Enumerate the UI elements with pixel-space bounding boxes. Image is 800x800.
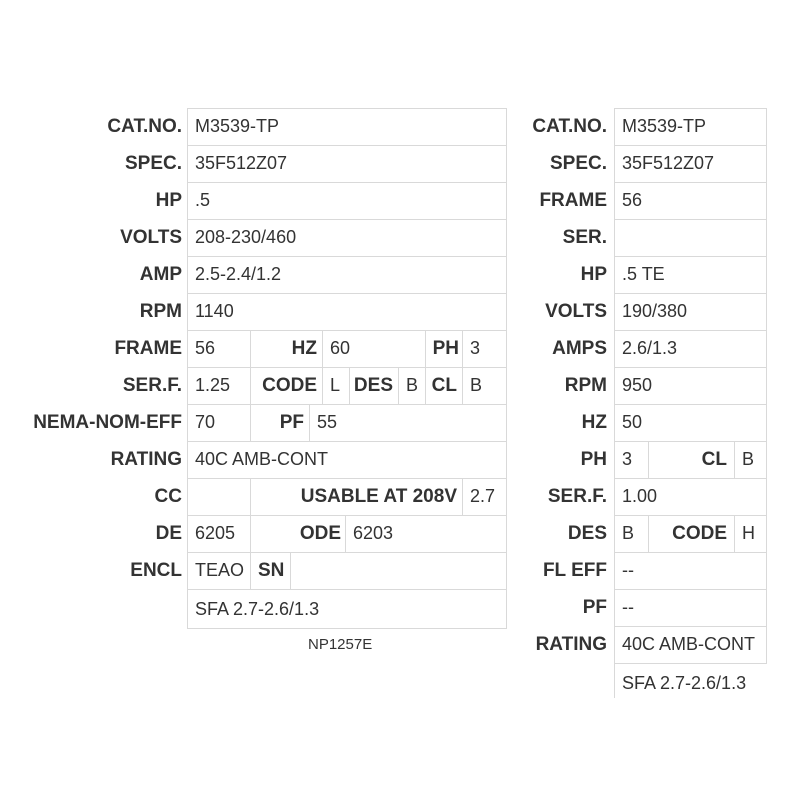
row-serf (0, 367, 520, 404)
nema-label: NEMA-NOM-EFF (33, 412, 182, 433)
frame-label: FRAME (539, 190, 607, 211)
cc-value (188, 478, 195, 515)
rpm-label: RPM (564, 375, 607, 396)
hp-value: .5 TE (622, 264, 665, 284)
ode-value: 6203 (353, 523, 394, 543)
spec-label: SPEC. (549, 153, 607, 174)
sfa-value: SFA 2.7-2.6/1.3 (622, 673, 747, 693)
row-rpm (0, 293, 520, 330)
row-frame (520, 182, 800, 219)
row-cat-no (0, 108, 520, 145)
ser-label: SER. (562, 227, 607, 248)
nameplate-left (0, 108, 520, 668)
row-ph (520, 441, 800, 478)
ph-label: PH (580, 449, 607, 470)
row-encl (0, 552, 520, 589)
sn-value (291, 552, 298, 589)
volts-label: VOLTS (120, 227, 182, 248)
row-spec (0, 145, 520, 182)
volts-label: VOLTS (545, 301, 607, 322)
pf-value: -- (622, 597, 634, 617)
volts-value: 208-230/460 (195, 227, 297, 247)
spec-value: 35F512Z07 (195, 153, 288, 173)
code-label: CODE (262, 375, 317, 396)
amps-value: 2.6/1.3 (622, 338, 678, 358)
row-volts (0, 219, 520, 256)
nameplate-right (520, 108, 800, 698)
hz-label: HZ (581, 412, 607, 433)
row-hp (0, 182, 520, 219)
ode-label: ODE (299, 523, 341, 544)
rpm-label: RPM (139, 301, 182, 322)
row-sfa (0, 591, 520, 628)
code-label: CODE (672, 523, 727, 544)
row-rating (520, 626, 800, 663)
row-nema (0, 404, 520, 441)
encl-label: ENCL (130, 560, 182, 581)
row-serf (520, 478, 800, 515)
rating-value: 40C AMB-CONT (195, 449, 329, 469)
amps-label: AMPS (552, 338, 607, 359)
row-de (0, 515, 520, 552)
des-value: B (406, 375, 419, 395)
row-rating (0, 441, 520, 478)
rpm-value: 1140 (195, 301, 234, 321)
cl-value: B (470, 375, 483, 395)
sfa-value: SFA 2.7-2.6/1.3 (195, 599, 320, 619)
row-pf (520, 589, 800, 626)
volts-value: 190/380 (622, 301, 688, 321)
ser-value (615, 219, 622, 256)
row-frame (0, 330, 520, 367)
row-des (520, 515, 800, 552)
encl-value: TEAO (195, 560, 245, 580)
des-value: B (622, 523, 635, 543)
cat-no-label: CAT.NO. (107, 116, 182, 137)
de-value: 6205 (195, 523, 236, 543)
row-cat-no (520, 108, 800, 145)
rpm-value: 950 (622, 375, 653, 395)
hz-value: 50 (622, 412, 643, 432)
amp-label: AMP (139, 264, 182, 285)
hz-label: HZ (291, 338, 317, 359)
cat-no-label: CAT.NO. (532, 116, 607, 137)
serf-value: 1.25 (195, 375, 231, 395)
frame-value: 56 (622, 190, 643, 210)
row-rpm (520, 367, 800, 404)
row-volts (520, 293, 800, 330)
grid-line (187, 589, 507, 590)
frame-value: 56 (195, 338, 216, 358)
nameplate-code: NP1257E (308, 636, 373, 653)
row-sfa (520, 665, 800, 702)
usable-label: USABLE AT 208V (300, 486, 457, 507)
cl-label: CL (701, 449, 727, 470)
nema-value: 70 (195, 412, 216, 432)
hp-label: HP (155, 190, 182, 211)
rating-label: RATING (535, 634, 607, 655)
spec-value: 35F512Z07 (622, 153, 715, 173)
cat-no-value: M3539-TP (195, 116, 280, 136)
serf-label: SER.F. (122, 375, 182, 396)
ph-value: 3 (622, 449, 633, 469)
row-cc (0, 478, 520, 515)
fleff-value: -- (622, 560, 634, 580)
grid-line (614, 663, 767, 664)
des-label: DES (353, 375, 393, 396)
rating-label: RATING (110, 449, 182, 470)
fleff-label: FL EFF (542, 560, 607, 581)
cl-label: CL (431, 375, 457, 396)
hp-value: .5 (195, 190, 211, 210)
usable-value: 2.7 (470, 486, 496, 506)
row-amps (520, 330, 800, 367)
pf-label: PF (582, 597, 607, 618)
spec-label: SPEC. (124, 153, 182, 174)
row-amp (0, 256, 520, 293)
row-spec (520, 145, 800, 182)
sn-label: SN (258, 560, 285, 581)
hz-value: 60 (330, 338, 351, 358)
pf-value: 55 (317, 412, 338, 432)
hp-label: HP (580, 264, 607, 285)
cat-no-value: M3539-TP (622, 116, 707, 136)
grid-line (187, 628, 507, 629)
row-ser (520, 219, 800, 256)
code-value: H (742, 523, 755, 543)
row-hp (520, 256, 800, 293)
amp-value: 2.5-2.4/1.2 (195, 264, 282, 284)
cl-value: B (742, 449, 755, 469)
row-hz (520, 404, 800, 441)
pf-label: PF (279, 412, 304, 433)
serf-value: 1.00 (622, 486, 658, 506)
row-fleff (520, 552, 800, 589)
des-label: DES (567, 523, 607, 544)
frame-label: FRAME (114, 338, 182, 359)
rating-value: 40C AMB-CONT (622, 634, 756, 654)
serf-label: SER.F. (547, 486, 607, 507)
ph-label: PH (432, 338, 459, 359)
code-value: L (330, 375, 341, 395)
cc-label: CC (154, 486, 182, 507)
ph-value: 3 (470, 338, 481, 358)
de-label: DE (155, 523, 182, 544)
